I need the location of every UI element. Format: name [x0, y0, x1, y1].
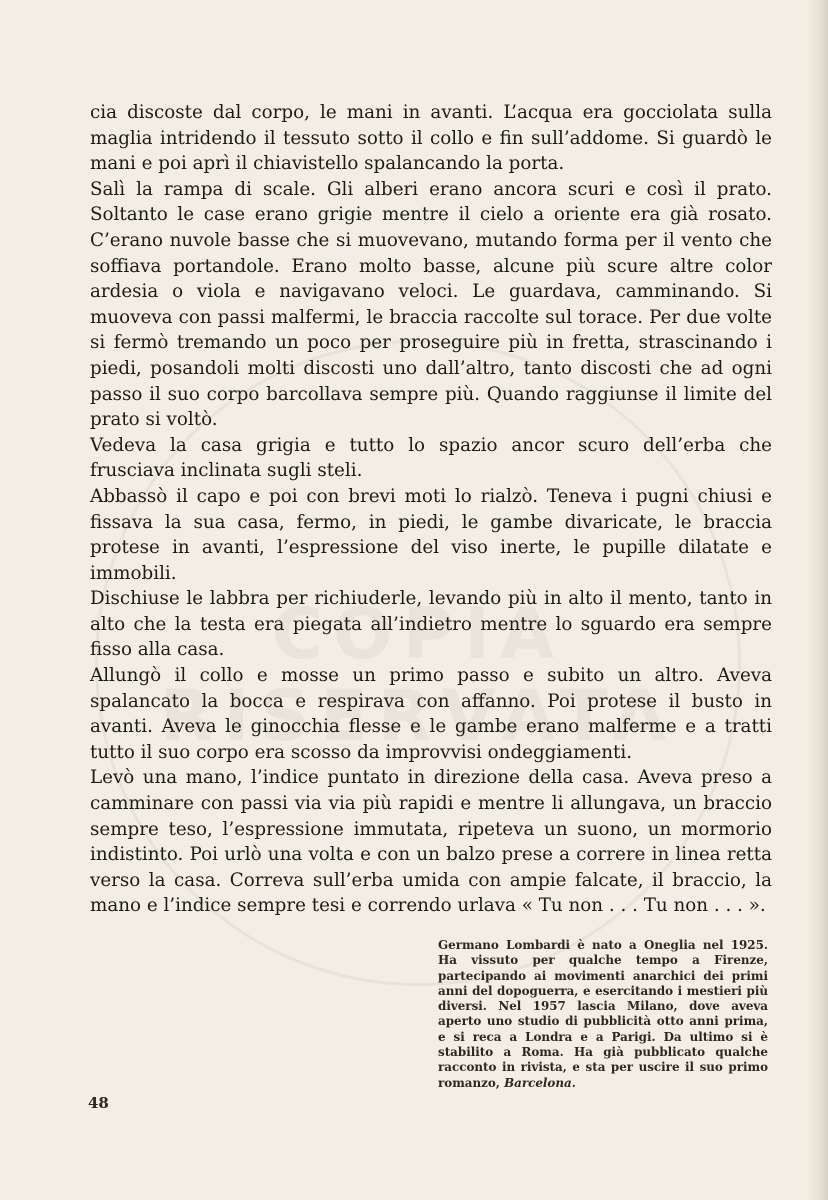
author-bio-text: Germano Lombardi è nato a Oneglia nel 1925. Ha vissuto per qualche tempo a Firenze, partecipando ai movimenti anarchici dei primi anni del dopoguerra, e esercitando i mestieri più diversi. Nel 1957 lascia Milano, dove aveva aperto uno studio di pubblicità otto anni prima, e si reca a Londra e a Parigi. Da ultimo si è stabilito a Roma. Ha già pubblicato qualche racconto in rivista, e sta per uscire il suo primo romanzo, [438, 938, 768, 1090]
paragraph-7: Levò una mano, l’indice puntato in direzione della casa. Aveva preso a camminare con passi via via più rapidi e mentre li allungava, un braccio sempre teso, l’espressione immutata, ripeteva un suono, un mormorio indistinto. Poi urlò una volta e con un balzo prese a correre in linea retta verso la casa. Correva sull’erba umida con ampie falcate, il braccio, la mano e l’indice sempre tesi e correndo urlava « Tu non . . . Tu non . . . ». [90, 767, 772, 917]
novel-title: Barcelona [504, 1075, 572, 1090]
page-edge-shadow [806, 0, 828, 1200]
story-text [90, 100, 772, 919]
paragraph-3: Vedeva la casa grigia e tutto lo spazio ancor scuro dell’erba che frusciava inclinata sugli steli. [90, 434, 772, 482]
page-number: 48 [88, 1094, 109, 1112]
paragraph-5: Dischiuse le labbra per richiuderle, levando più in alto il mento, tanto in alto che la testa era piegata all’indietro mentre lo sguardo era sempre fisso alla casa. [90, 588, 772, 661]
paragraph-2: Salì la rampa di scale. Gli alberi erano ancora scuri e così il prato. Soltanto le case erano grigie mentre il cielo a oriente era già rosato. C’erano nuvole basse che si muovevano, mutando forma per il vento che soffiava portandole. Erano molto basse, alcune più scure altre color ardesia o viola e navigavano veloci. Le guardava, camminando. Si muoveva con passi malfermi, le braccia raccolte sul torace. Per due volte si fermò tremando un poco per proseguire più in fretta, strascinando i piedi, posandoli molti discosti uno dall’altro, tanto discosti che ad ogni passo il suo corpo barcollava sempre più. Quando raggiunse il limite del prato si voltò. [90, 178, 772, 431]
paragraph-6: Allungò il collo e mosse un primo passo e subito un altro. Aveva spalancato la bocca e respirava con affanno. Poi protese il busto in avanti. Aveva le ginocchia flesse e le gambe erano malferme e a tratti tutto il suo corpo era scosso da improvvisi ondeggiamenti. [90, 665, 772, 763]
paragraph-4: Abbassò il capo e poi con brevi moti lo rialzò. Teneva i pugni chiusi e fissava la sua casa, fermo, in piedi, le gambe divaricate, le braccia protese in avanti, l’espressione del viso inerte, le pupille dilatate e immobili. [90, 485, 772, 584]
author-bio [438, 938, 768, 1091]
author-bio-end: . [571, 1075, 576, 1090]
paragraph-1: cia discoste dal corpo, le mani in avanti. L’acqua era gocciolata sulla maglia intridendo il tessuto sotto il collo e fin sull’addome. Si guardò le mani e poi aprì il chiavistello spalancando la porta. [90, 102, 772, 175]
